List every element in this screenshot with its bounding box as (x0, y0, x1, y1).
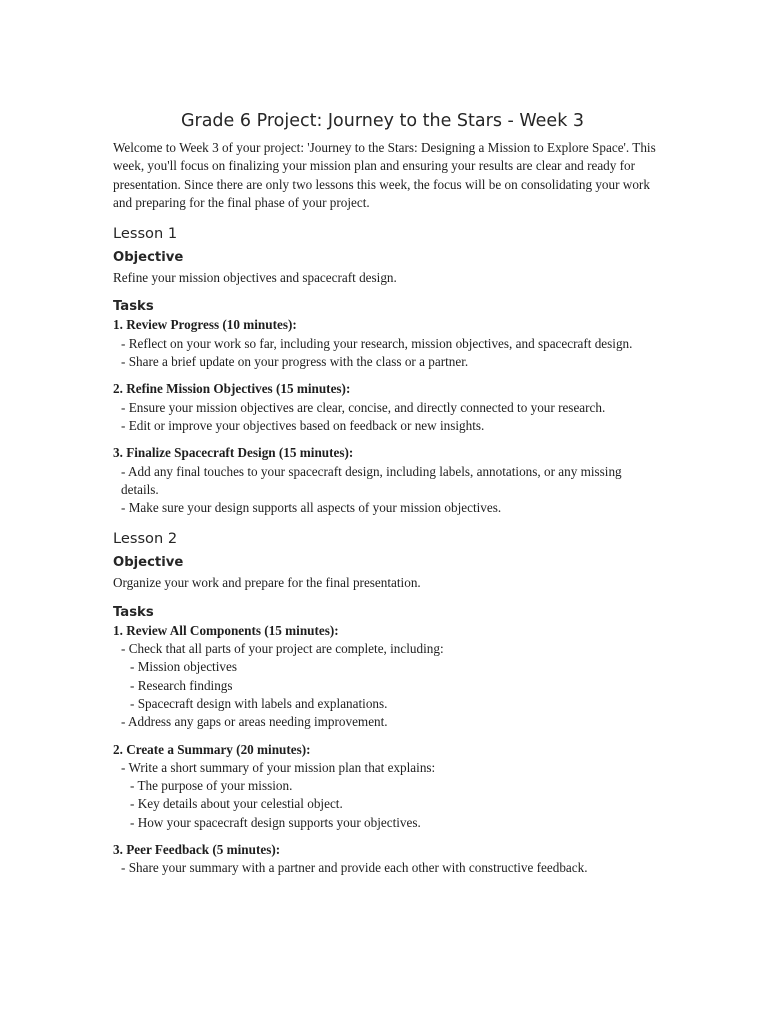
objective-heading: Objective (113, 555, 184, 571)
task-subdetail: - Mission objectives (130, 659, 237, 675)
objective-text: Organize your work and prepare for the final presentation. (113, 575, 421, 591)
task-detail: - Make sure your design supports all aspects of your mission objectives. (121, 500, 502, 516)
task-detail: - Reflect on your work so far, including your research, mission objectives, and spacecraft design. (121, 335, 633, 351)
task-title: 2. Refine Mission Objectives (15 minutes): (113, 381, 351, 397)
task-title: 2. Create a Summary (20 minutes): (113, 741, 311, 757)
task-item (113, 741, 658, 832)
task-subdetail: - Spacecraft design with labels and explanations. (130, 695, 388, 711)
task-item (113, 380, 658, 435)
task-subdetail: - Key details about your celestial object. (130, 796, 343, 812)
task-detail: - Add any final touches to your spacecraft design, including labels, annotations, or any missing details. (121, 463, 622, 497)
task-item (113, 444, 658, 517)
task-title: 1. Review All Components (15 minutes): (113, 622, 339, 638)
task-subdetail: - How your spacecraft design supports your objectives. (130, 814, 421, 830)
task-detail: - Share a brief update on your progress with the class or a partner. (121, 354, 469, 370)
tasks-heading: Tasks (113, 604, 154, 620)
task-title: 3. Peer Feedback (5 minutes): (113, 842, 281, 858)
task-detail: - Share your summary with a partner and provide each other with constructive feedback. (121, 860, 588, 876)
lesson-1-section (113, 224, 658, 517)
lesson-2-section (113, 529, 658, 877)
task-title: 1. Review Progress (10 minutes): (113, 317, 297, 333)
lesson-heading: Lesson 2 (113, 530, 178, 548)
task-detail: - Check that all parts of your project are complete, including: (121, 641, 444, 657)
task-detail: - Write a short summary of your mission plan that explains: (121, 759, 436, 775)
document-title: Grade 6 Project: Journey to the Stars - Week 3 (180, 111, 585, 131)
document-page (113, 109, 658, 887)
task-item (113, 622, 658, 732)
task-detail: - Ensure your mission objectives are clear, concise, and directly connected to your research. (121, 399, 606, 415)
lesson-heading: Lesson 1 (113, 225, 178, 243)
intro-paragraph: Welcome to Week 3 of your project: 'Journey to the Stars: Designing a Mission to Explore Space'. This week, you'll focus on finalizing your mission plan and ensuring your results are clear and ready for presentation. Since there are only two lessons this week, the focus will be on consolidating your work and preparing for the final phase of your project. (113, 140, 656, 210)
task-title: 3. Finalize Spacecraft Design (15 minutes): (113, 445, 354, 461)
objective-text: Refine your mission objectives and spacecraft design. (113, 270, 397, 286)
task-detail: - Address any gaps or areas needing improvement. (121, 714, 388, 730)
task-item (113, 316, 658, 371)
task-item (113, 841, 658, 878)
task-subdetail: - Research findings (130, 677, 233, 693)
task-detail: - Edit or improve your objectives based on feedback or new insights. (121, 417, 485, 433)
objective-heading: Objective (113, 250, 184, 266)
tasks-heading: Tasks (113, 299, 154, 315)
task-subdetail: - The purpose of your mission. (130, 778, 293, 794)
